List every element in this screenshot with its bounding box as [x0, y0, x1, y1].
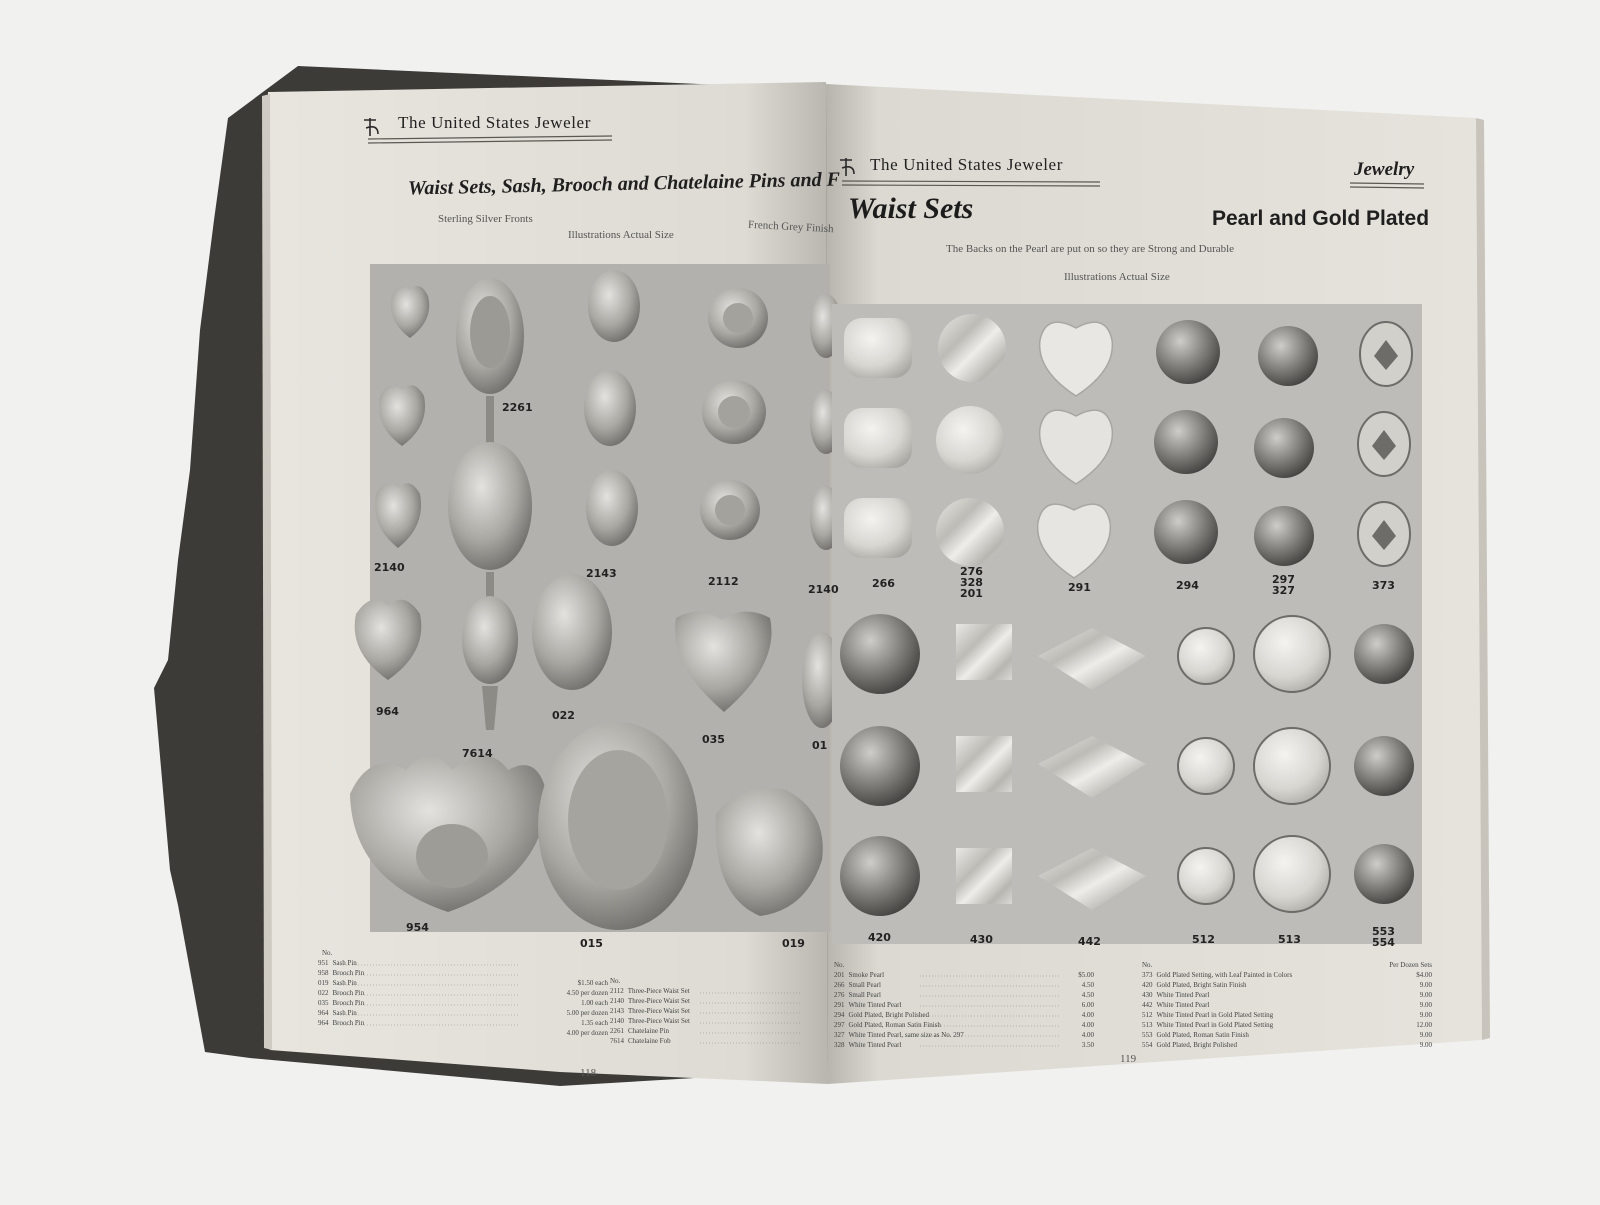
item-number: 2143	[586, 567, 617, 580]
price-row-number: 294	[834, 1011, 845, 1019]
left-page-number: 118	[580, 1067, 597, 1079]
price-row-description: White Tinted Pearl in Gold Plated Setting	[1156, 1011, 1274, 1019]
price-row-description: Gold Plated, Bright Polished	[848, 1011, 929, 1019]
price-row-description: White Tinted Pearl	[1156, 991, 1210, 999]
price-row-number: 554	[1142, 1041, 1153, 1049]
price-row-number: 951	[318, 959, 329, 967]
right-page-title: Waist Sets	[848, 192, 974, 225]
item-number: 01	[812, 739, 828, 752]
price-row-number: 2143	[610, 1007, 624, 1015]
price-row-price: 4.00	[1081, 1021, 1094, 1029]
price-row-number: 513	[1142, 1021, 1153, 1029]
price-row-number: 276	[834, 991, 845, 999]
item-number: 266	[872, 577, 895, 590]
right-photo-plate	[832, 304, 1422, 944]
price-row-price: 4.50	[1081, 991, 1094, 999]
price-row-description: Three-Piece Waist Set	[628, 1017, 690, 1025]
price-row-number: 442	[1142, 1001, 1153, 1009]
price-row-number: 201	[834, 971, 845, 979]
price-row-description: Sash Pin	[332, 979, 357, 987]
price-row-number: 035	[318, 999, 329, 1007]
price-row-number: 2140	[610, 997, 624, 1005]
price-row-price: 4.50 per dozen	[566, 989, 608, 997]
price-row-number: 2261	[610, 1027, 624, 1035]
item-number: 015	[580, 937, 603, 950]
price-row-price: 1.00 each	[581, 999, 608, 1007]
left-subtitle-left: Sterling Silver Fronts	[438, 213, 533, 225]
price-row-price: 12.00	[1416, 1021, 1432, 1029]
right-subtitle: Illustrations Actual Size	[1064, 271, 1170, 283]
price-row-number: 7614	[610, 1037, 624, 1045]
left-subtitle-center: Illustrations Actual Size	[568, 229, 674, 241]
price-row-description: Brooch Pin	[332, 999, 365, 1007]
item-number: 553 554	[1372, 925, 1395, 949]
price-row-description: Sash Pin	[332, 1009, 357, 1017]
price-row-price: 4.00	[1081, 1031, 1094, 1039]
right-note: The Backs on the Pearl are put on so they are Strong and Durable	[946, 243, 1235, 255]
price-row-description: Gold Plated, Roman Satin Finish	[848, 1021, 941, 1029]
price-row-number: 373	[1142, 971, 1153, 979]
price-row-description: White Tinted Pearl	[848, 1001, 902, 1009]
price-row-description: Brooch Pin	[332, 1019, 365, 1027]
price-row-description: Chatelaine Fob	[628, 1037, 671, 1045]
price-row-price: 5.00 per dozen	[566, 1009, 608, 1017]
price-row-number: 022	[318, 989, 329, 997]
item-number: 035	[702, 733, 725, 746]
item-number: 291	[1068, 581, 1091, 594]
price-row-description: White Tinted Pearl in Gold Plated Setting	[1156, 1021, 1274, 1029]
price-row-description: No.	[322, 949, 333, 957]
right-running-head: The United States Jeweler	[870, 155, 1063, 174]
price-row-number: No.	[834, 961, 845, 969]
price-row-number: 327	[834, 1031, 845, 1039]
price-row-price: $5.00	[1078, 971, 1094, 979]
price-row-description: Brooch Pin	[332, 969, 365, 977]
price-row-price: $4.00	[1416, 971, 1432, 979]
price-row-number: 2140	[610, 1017, 624, 1025]
price-row-price: 4.50	[1081, 981, 1094, 989]
price-row-number: No.	[610, 977, 621, 985]
price-row-price: 6.00	[1081, 1001, 1094, 1009]
right-page-number: 119	[1120, 1053, 1137, 1065]
price-row-number: 019	[318, 979, 329, 987]
price-row-number: 297	[834, 1021, 845, 1029]
price-row-price: 9.00	[1419, 1011, 1432, 1019]
price-row-number: 964	[318, 1019, 329, 1027]
right-page-title-right: Pearl and Gold Plated	[1212, 207, 1430, 230]
item-number: 2140	[808, 583, 839, 596]
price-row-description: Three-Piece Waist Set	[628, 1007, 690, 1015]
item-number: 276 328 201	[960, 565, 983, 600]
price-row-description: White Tinted Pearl	[1156, 1001, 1210, 1009]
price-row-number: 430	[1142, 991, 1153, 999]
price-row-price: Per Dozen Sets	[1389, 961, 1432, 969]
price-row-price: $1.50 each	[577, 979, 608, 987]
section-label: Jewelry	[1354, 159, 1415, 180]
item-number: 512	[1192, 933, 1215, 946]
price-row-number: 420	[1142, 981, 1153, 989]
price-row-price: 9.00	[1419, 1031, 1432, 1039]
item-number: 022	[552, 709, 575, 722]
price-row-description: White Tinted Pearl, same size as No. 297	[848, 1031, 964, 1039]
price-row-number: 512	[1142, 1011, 1153, 1019]
price-row-number: 2112	[610, 987, 624, 995]
price-row-description: Gold Plated Setting, with Leaf Painted in Colors	[1156, 971, 1293, 979]
price-row-description: Gold Plated, Roman Satin Finish	[1156, 1031, 1249, 1039]
item-number: 430	[970, 933, 993, 946]
price-row-number: 964	[318, 1009, 329, 1017]
price-row-description: Three-Piece Waist Set	[628, 997, 690, 1005]
item-number: 954	[406, 921, 429, 934]
price-row-description: Chatelaine Pin	[628, 1027, 670, 1035]
item-number: 019	[782, 937, 805, 950]
price-row-number: 553	[1142, 1031, 1153, 1039]
item-number: 294	[1176, 579, 1199, 592]
price-row-price: 9.00	[1419, 981, 1432, 989]
price-row-price: 1.35 each	[581, 1019, 608, 1027]
price-row-number: 958	[318, 969, 329, 977]
price-row-description: Gold Plated, Bright Polished	[1156, 1041, 1237, 1049]
item-number: 964	[376, 705, 399, 718]
item-number: 297 327	[1272, 573, 1295, 597]
price-row-price: 3.50	[1081, 1041, 1094, 1049]
price-row-description: Small Pearl	[848, 991, 881, 999]
left-running-head: The United States Jeweler	[398, 113, 591, 132]
price-row-price: 9.00	[1419, 1041, 1432, 1049]
price-row-price: 4.00 per dozen	[566, 1029, 608, 1037]
price-row-number: 266	[834, 981, 845, 989]
price-row-number: No.	[1142, 961, 1153, 969]
price-row-description: Smoke Pearl	[848, 971, 885, 979]
item-number: 2112	[708, 575, 739, 588]
item-number: 442	[1078, 935, 1101, 948]
price-row-number: 291	[834, 1001, 845, 1009]
price-row-number: 328	[834, 1041, 845, 1049]
left-page-title: Waist Sets, Sash, Brooch and Chatelaine Pins and F	[407, 168, 841, 200]
item-number: 2261	[502, 401, 533, 414]
price-row-description: Gold Plated, Bright Satin Finish	[1156, 981, 1247, 989]
price-row-description: Brooch Pin	[332, 989, 365, 997]
price-row-description: Three-Piece Waist Set	[627, 987, 690, 995]
item-number: 373	[1372, 579, 1395, 592]
item-number: 420	[868, 931, 891, 944]
price-row-description: Sash Pin	[332, 959, 357, 967]
price-row-description: Small Pearl	[848, 981, 881, 989]
price-row-description: White Tinted Pearl	[848, 1041, 902, 1049]
price-row-price: 9.00	[1419, 991, 1432, 999]
price-row-price: 9.00	[1419, 1001, 1432, 1009]
item-number: 7614	[462, 747, 493, 760]
left-subtitle-right: French Grey Finish	[747, 218, 834, 236]
item-number: 513	[1278, 933, 1301, 946]
price-row-price: 4.00	[1081, 1011, 1094, 1019]
item-number: 2140	[374, 561, 405, 574]
